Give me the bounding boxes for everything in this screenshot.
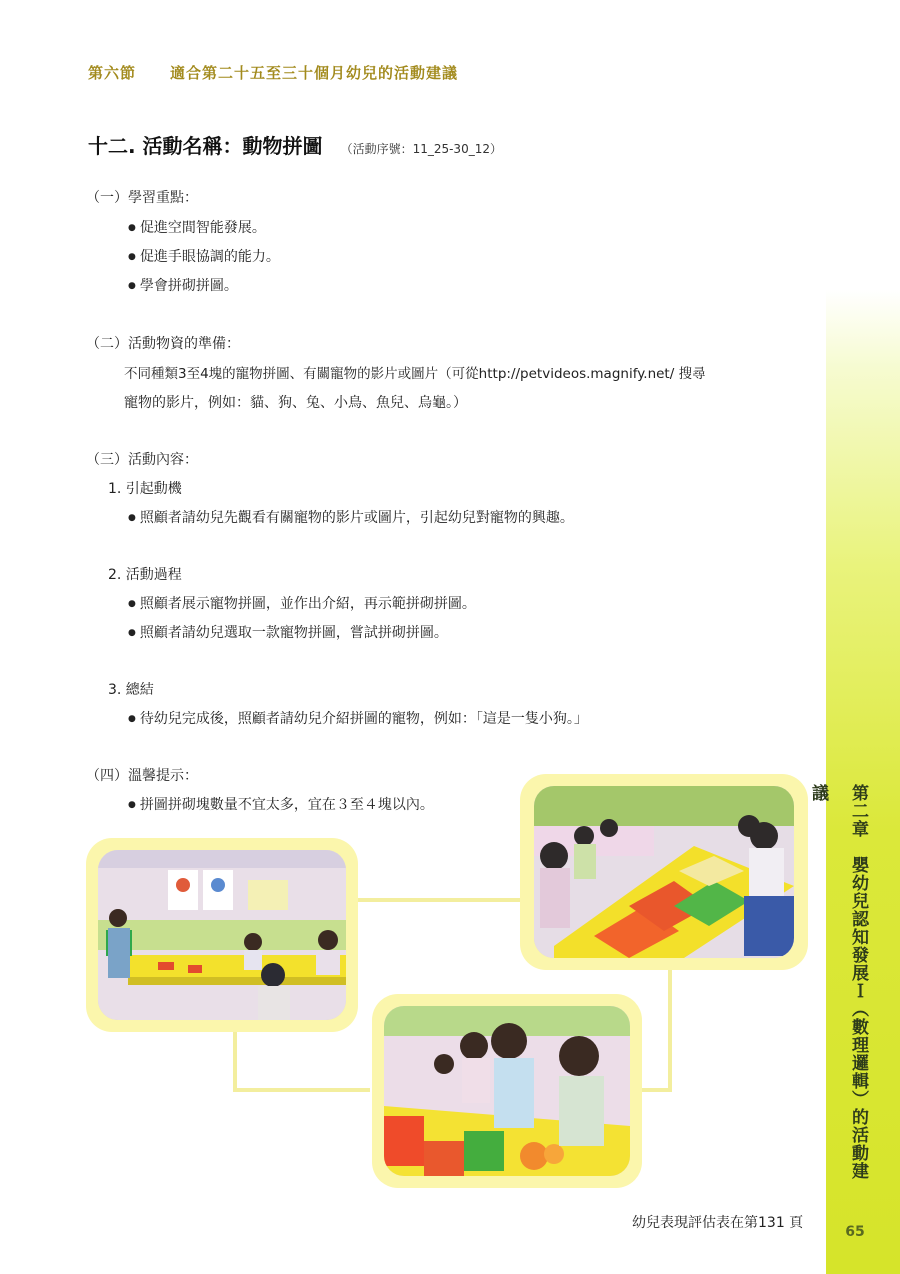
photo-frame-2 [520, 774, 808, 970]
content-heading: （三）活動內容： [86, 452, 198, 468]
step-item: ● 照顧者請幼兒選取一款寵物拼圖，嘗試拼砌拼圖。 [128, 623, 448, 645]
materials-line-2: 寵物的影片，例如：貓、狗、兔、小鳥、魚兒、烏龜。） [124, 395, 467, 411]
step-item: ● 照顧者請幼兒先觀看有關寵物的影片或圖片，引起幼兒對寵物的興趣。 [128, 508, 574, 530]
classroom-photo-2 [534, 786, 794, 958]
step-title: 3. 總結 [108, 682, 154, 698]
classroom-photo-3 [384, 1006, 630, 1176]
tips-item: ● 拼圖拼砌塊數量不宜太多，宜在３至４塊以內。 [128, 795, 434, 817]
learning-item: ● 促進手眼協調的能力。 [128, 247, 280, 269]
classroom-photo-1 [98, 850, 346, 1020]
section-title: 適合第二十五至三十個月幼兒的活動建議 [170, 64, 459, 82]
tips-heading: （四）溫馨提示： [86, 768, 198, 784]
assessment-note: 幼兒表現評估表在第131 頁 [632, 1215, 804, 1231]
step-title: 1. 引起動機 [108, 481, 182, 497]
step-item: ● 照顧者展示寵物拼圖，並作出介紹，再示範拼砌拼圖。 [128, 594, 476, 616]
activity-code: （活動序號：11_25-30_12） [340, 142, 502, 156]
materials-heading: （二）活動物資的準備： [86, 336, 240, 352]
photo-frame-3 [372, 994, 642, 1188]
chapter-title: 第二章 嬰幼兒認知發展Ｉ（數理邏輯）的活動建議 [808, 784, 868, 1180]
photo-frame-1 [86, 838, 358, 1032]
section-number: 第六節 [88, 64, 137, 82]
learning-item: ● 促進空間智能發展。 [128, 218, 266, 240]
step-title: 2. 活動過程 [108, 567, 182, 583]
activity-title: 十二. 活動名稱：動物拼圖 [88, 134, 323, 158]
learning-item: ● 學會拼砌拼圖。 [128, 276, 238, 298]
page-number: 65 [845, 1224, 865, 1240]
materials-line-1: 不同種類3至4塊的寵物拼圖、有關寵物的影片或圖片（可從http://petvideos.magnify.net/ 搜尋 [124, 366, 706, 382]
learning-heading: （一）學習重點： [86, 190, 198, 206]
step-item: ● 待幼兒完成後，照顧者請幼兒介紹拼圖的寵物，例如：「這是一隻小狗。」 [128, 709, 588, 731]
